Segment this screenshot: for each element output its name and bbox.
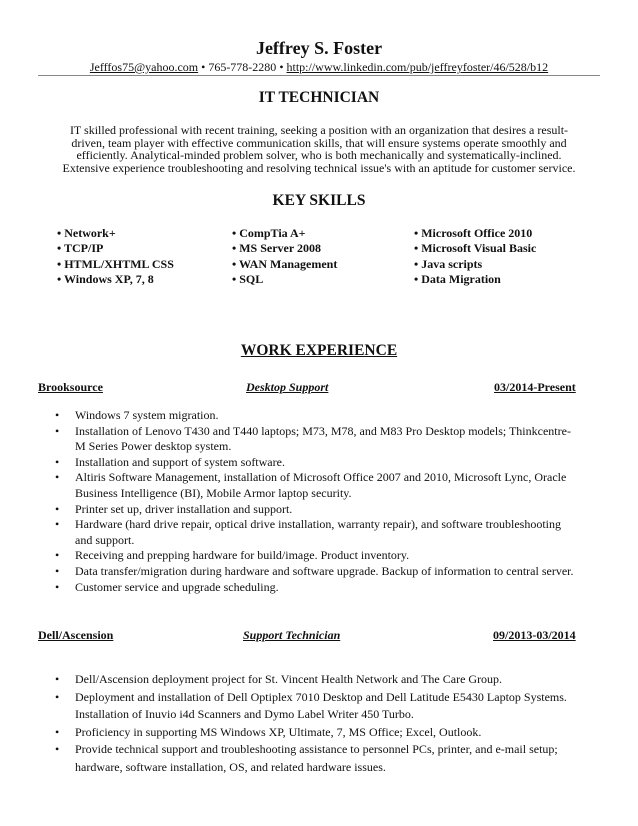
list-item: • Deployment and installation of Dell Optiplex 7010 Desktop and Dell Latitude E5430 Laptop Systems. Installation of Inuvio i4d Scanners and Dymo Label Writer 450 Turbo.: [55, 689, 567, 721]
summary-line: efficiently. Analytical-minded problem solver, who is both mechanically and systematically-inclined.: [76, 148, 562, 163]
bullet-icon: •: [55, 423, 60, 438]
bullet-icon: •: [414, 226, 419, 240]
summary-line: Extensive experience troubleshooting and resolving technical issue's with an aptitude for customer service.: [62, 160, 576, 175]
job-dates: 03/2014-Present: [494, 380, 576, 394]
skill-item: [414, 257, 536, 272]
list-item: • Windows 7 system migration.: [55, 408, 219, 422]
skill-label: MS Server 2008: [239, 241, 321, 256]
bullet-icon: •: [232, 256, 237, 271]
bullet-icon: •: [57, 241, 62, 256]
skill-label: SQL: [239, 271, 264, 286]
bullet-icon: •: [57, 256, 62, 271]
list-item: • Provide technical support and troubleshooting assistance to personnel PCs, printer, and e-mail setup; hardware, software installation, OS, and related hardware issues.: [55, 742, 558, 774]
bullet-icon: •: [55, 689, 60, 704]
summary-line: driven, team player with effective communication skills, that will ensure systems operate smoothly and: [71, 135, 567, 150]
bullet-icon: •: [55, 470, 60, 485]
bullet-icon: •: [414, 241, 419, 256]
job-duties-list: [55, 671, 602, 776]
skill-item: [414, 241, 536, 256]
job-employer: Dell/Ascension: [38, 628, 114, 642]
skills-column-3: [414, 226, 536, 287]
email-link[interactable]: Jefffos75@yahoo.com: [89, 60, 199, 74]
linkedin-link[interactable]: http://www.linkedin.com/pub/jeffreyfoster/46/528/b12: [286, 60, 549, 74]
contact-line: [0, 60, 638, 75]
list-item: • Data transfer/migration during hardware and software upgrade. Backup of information to central server.: [55, 563, 574, 578]
bullet-icon: •: [55, 724, 60, 739]
job-role: Desktop Support: [246, 380, 329, 394]
contact-separator: •: [201, 60, 206, 74]
summary-line: IT skilled professional with recent training, seeking a position with an organization that desires a result-: [69, 123, 569, 137]
skill-item: [414, 272, 536, 287]
skill-label: WAN Management: [239, 256, 338, 271]
skill-item: [232, 257, 337, 272]
bullet-icon: •: [55, 563, 60, 578]
skill-item: [414, 226, 536, 241]
bullet-icon: •: [232, 226, 237, 240]
bullet-icon: •: [55, 501, 60, 516]
job-duties-list: [55, 408, 602, 595]
skill-item: [57, 241, 174, 256]
list-item: • Installation and support of system software.: [55, 454, 285, 469]
skill-label: Java scripts: [421, 256, 483, 271]
bullet-icon: •: [55, 548, 60, 563]
skills-column-2: [232, 226, 337, 287]
list-item: • Hardware (hard drive repair, optical drive installation, warranty repair), and software troubleshooting and support.: [55, 517, 561, 547]
skill-label: Microsoft Office 2010: [421, 226, 533, 240]
skill-label: Windows XP, 7, 8: [64, 271, 154, 286]
bullet-icon: •: [55, 517, 60, 532]
list-item: • Printer set up, driver installation and support.: [55, 501, 293, 516]
work-experience-title: WORK EXPERIENCE: [240, 342, 398, 359]
skill-item: [232, 241, 337, 256]
objective-summary: [46, 124, 592, 174]
bullet-icon: •: [232, 271, 237, 286]
header-divider: [38, 75, 600, 76]
skill-item: [57, 226, 174, 241]
list-item: • Proficiency in supporting MS Windows XP, Ultimate, 7, MS Office; Excel, Outlook.: [55, 724, 602, 742]
job-dates: 09/2013-03/2014: [493, 628, 576, 642]
objective-title: IT TECHNICIAN: [258, 89, 380, 106]
skill-label: TCP/IP: [64, 241, 104, 256]
skills-title: KEY SKILLS: [272, 192, 366, 209]
bullet-icon: •: [232, 241, 237, 256]
candidate-name: Jeffrey S. Foster: [255, 38, 383, 58]
skill-item: [232, 272, 337, 287]
skill-item: [57, 272, 174, 287]
bullet-icon: •: [55, 408, 60, 422]
skill-label: Data Migration: [421, 271, 501, 286]
skill-label: HTML/XHTML CSS: [64, 256, 174, 271]
bullet-icon: •: [414, 256, 419, 271]
skill-item: [232, 226, 337, 241]
list-item: • Installation of Lenovo T430 and T440 laptops; M73, M78, and M83 Pro Desktop models; Thinkcentre- M Series Power desktop system.: [55, 423, 571, 454]
contact-separator: •: [279, 60, 284, 74]
list-item: • Altiris Software Management, installation of Microsoft Office 2007 and 2010, Microsoft Lync, Oracle Business Intelligence (BI), Mobile Armor laptop security.: [55, 470, 567, 500]
bullet-icon: •: [55, 742, 60, 756]
bullet-icon: •: [414, 271, 419, 286]
job-role: Support Technician: [243, 628, 341, 642]
skills-column-1: [57, 226, 174, 287]
bullet-icon: •: [55, 579, 60, 594]
skill-label: CompTia A+: [239, 226, 306, 240]
skill-item: [57, 257, 174, 272]
list-item: • Receiving and prepping hardware for build/image. Product inventory.: [55, 548, 410, 563]
bullet-icon: •: [57, 226, 62, 240]
list-item: • Dell/Ascension deployment project for St. Vincent Health Network and The Care Group.: [55, 671, 602, 689]
skill-label: Network+: [64, 226, 116, 240]
bullet-icon: •: [55, 672, 60, 686]
bullet-icon: •: [55, 454, 60, 469]
list-item: • Customer service and upgrade scheduling.: [55, 579, 279, 594]
phone-number: 765-778-2280: [208, 60, 277, 74]
bullet-icon: •: [57, 271, 62, 286]
job-employer: Brooksource: [38, 380, 103, 394]
skill-label: Microsoft Visual Basic: [421, 241, 537, 256]
